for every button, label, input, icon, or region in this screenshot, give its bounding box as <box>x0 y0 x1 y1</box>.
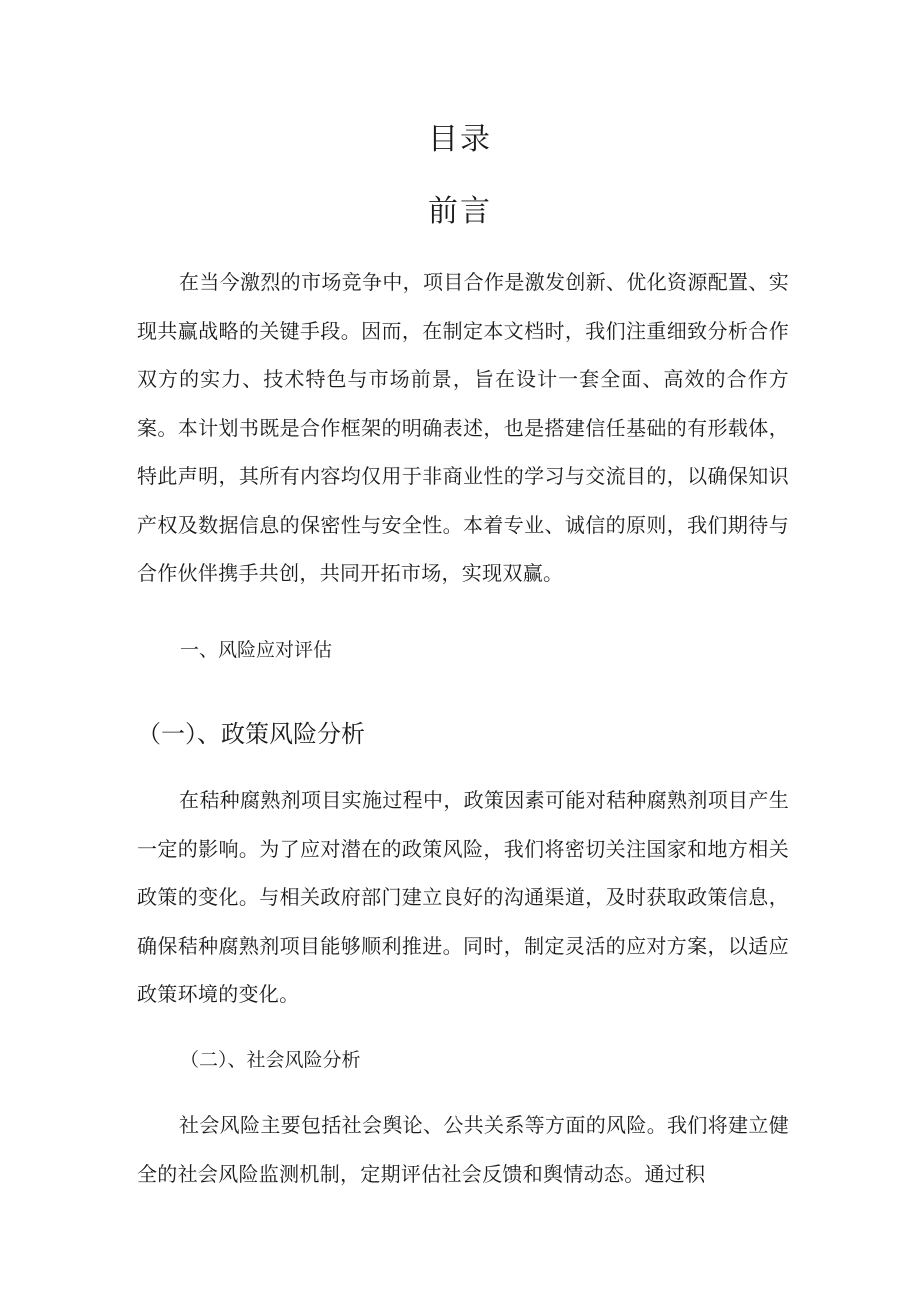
social-risk-paragraph: 社会风险主要包括社会舆论、公共关系等方面的风险。我们将建立健全的社会风险监测机制，定期评估社会反馈和舆情动态。通过积 <box>137 1113 789 1186</box>
toc-title: 目录 <box>428 122 492 157</box>
preface-title: 前言 <box>428 194 492 229</box>
subsection-heading-social-risk: （二）、社会风险分析 <box>180 1049 361 1071</box>
subsection-heading-policy-risk: （一）、政策风险分析 <box>137 720 365 748</box>
policy-risk-paragraph: 在秸种腐熟剂项目实施过程中，政策因素可能对秸种腐熟剂项目产生一定的影响。为了应对潜在的政策风险，我们将密切关注国家和地方相关政策的变化。与相关政府部门建立良好的沟通渠道，及时获取政策信息，确保秸种腐熟剂项目能够顺利推进。同时，制定灵活的应对方案，以适应政策环境的变化。 <box>137 788 789 1006</box>
section-heading-risk-assessment: 一、风险应对评估 <box>180 639 333 661</box>
preface-paragraph: 在当今激烈的市场竞争中，项目合作是激发创新、优化资源配置、实现共赢战略的关键手段。因而，在制定本文档时，我们注重细致分析合作双方的实力、技术特色与市场前景，旨在设计一套全面、高效的合作方案。本计划书既是合作框架的明确表述，也是搭建信任基础的有形载体，特此声明，其所有内容均仅用于非商业性的学习与交流目的，以确保知识产权及数据信息的保密性与安全性。本着专业、诚信的原则，我们期待与合作伙伴携手共创，共同开拓市场，实现双赢。 <box>137 270 789 585</box>
